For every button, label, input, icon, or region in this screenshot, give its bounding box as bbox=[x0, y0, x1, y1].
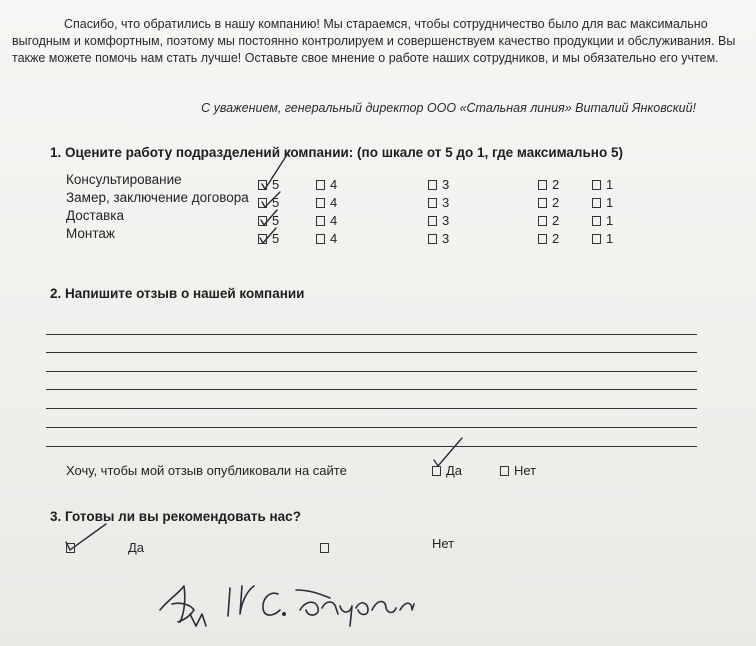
answer-line[interactable] bbox=[46, 389, 697, 390]
q1-r1-option-2[interactable]: 2 bbox=[538, 195, 559, 210]
q1-r3-option-5[interactable]: 5 bbox=[258, 231, 279, 246]
answer-line[interactable] bbox=[46, 334, 697, 335]
checkbox-icon[interactable] bbox=[538, 180, 547, 190]
q1-row-label-installation: Монтаж bbox=[66, 226, 115, 241]
q1-r2-option-2[interactable]: 2 bbox=[538, 213, 559, 228]
checkbox-icon[interactable] bbox=[428, 234, 437, 244]
checkbox-icon[interactable] bbox=[428, 180, 437, 190]
checkbox-icon[interactable] bbox=[428, 216, 437, 226]
q1-r0-option-1[interactable]: 1 bbox=[592, 177, 613, 192]
checkbox-icon[interactable] bbox=[316, 198, 325, 208]
q2-title: 2. Напишите отзыв о нашей компании bbox=[50, 286, 305, 301]
q1-r1-option-1[interactable]: 1 bbox=[592, 195, 613, 210]
answer-line[interactable] bbox=[46, 352, 697, 353]
answer-line[interactable] bbox=[46, 371, 697, 372]
checkbox-icon[interactable] bbox=[592, 216, 601, 226]
answer-line[interactable] bbox=[46, 408, 697, 409]
q1-r2-option-3[interactable]: 3 bbox=[428, 213, 449, 228]
checkbox-icon[interactable] bbox=[592, 234, 601, 244]
publish-no-option[interactable]: Нет bbox=[500, 463, 536, 478]
q1-r2-option-5[interactable]: 5 bbox=[258, 213, 279, 228]
handwritten-checkmark-icon bbox=[62, 520, 112, 556]
checkbox-icon[interactable] bbox=[316, 216, 325, 226]
q1-r2-option-4[interactable]: 4 bbox=[316, 213, 337, 228]
q1-r1-option-3[interactable]: 3 bbox=[428, 195, 449, 210]
handwritten-signature bbox=[150, 570, 450, 636]
checkbox-icon[interactable] bbox=[592, 198, 601, 208]
q1-r3-option-2[interactable]: 2 bbox=[538, 231, 559, 246]
q1-r3-option-4[interactable]: 4 bbox=[316, 231, 337, 246]
q1-r3-option-3[interactable]: 3 bbox=[428, 231, 449, 246]
answer-line[interactable] bbox=[46, 446, 697, 447]
intro-paragraph: Спасибо, что обратились в нашу компанию! Мы стараемся, чтобы сотрудничество было для вас максимально выгодным и комфортным, поэтому мы постоянно контролируем и совершенствуем качество продукции и обслуживания. Вы также можете помочь нам стать лучше! Оставьте свое мнение о работе наших сотрудников, и мы обязательно его учтем. bbox=[12, 17, 736, 65]
q1-row-label-delivery: Доставка bbox=[66, 208, 124, 223]
q1-r1-option-4[interactable]: 4 bbox=[316, 195, 337, 210]
checkbox-icon[interactable] bbox=[538, 216, 547, 226]
checkbox-icon[interactable] bbox=[500, 466, 509, 476]
checkbox-icon[interactable] bbox=[592, 180, 601, 190]
checkbox-icon[interactable] bbox=[316, 234, 325, 244]
director-regards: С уважением, генеральный директор ООО «Стальная линия» Виталий Янковский! bbox=[201, 101, 696, 115]
q1-r0-option-3[interactable]: 3 bbox=[428, 177, 449, 192]
publish-consent-label: Хочу, чтобы мой отзыв опубликовали на сайте bbox=[66, 463, 347, 478]
checkbox-icon[interactable] bbox=[320, 543, 329, 553]
q3-title: 3. Готовы ли вы рекомендовать нас? bbox=[50, 509, 301, 524]
handwritten-checkmark-icon bbox=[254, 146, 300, 254]
recommend-no-label: Нет bbox=[432, 536, 455, 551]
handwritten-checkmark-icon bbox=[428, 436, 468, 472]
q1-r0-option-5[interactable]: 5 bbox=[258, 177, 279, 192]
q1-title: 1. Оцените работу подразделений компании: (по шкале от 5 до 1, где максимально 5) bbox=[50, 145, 623, 160]
checkbox-icon[interactable] bbox=[316, 180, 325, 190]
checkbox-icon[interactable] bbox=[538, 198, 547, 208]
recommend-no-checkbox[interactable] bbox=[320, 540, 334, 555]
publish-yes-option[interactable]: Да bbox=[432, 463, 462, 478]
answer-line[interactable] bbox=[46, 427, 697, 428]
checkbox-icon[interactable] bbox=[538, 234, 547, 244]
recommend-yes-label: Да bbox=[128, 540, 145, 555]
q1-r2-option-1[interactable]: 1 bbox=[592, 213, 613, 228]
checkbox-icon[interactable] bbox=[428, 198, 437, 208]
q1-r0-option-2[interactable]: 2 bbox=[538, 177, 559, 192]
q1-row-label-consulting: Консультирование bbox=[66, 172, 182, 187]
q1-r3-option-1[interactable]: 1 bbox=[592, 231, 613, 246]
q1-row-label-measurement: Замер, заключение договора bbox=[66, 190, 249, 205]
q1-r1-option-5[interactable]: 5 bbox=[258, 195, 279, 210]
q1-r0-option-4[interactable]: 4 bbox=[316, 177, 337, 192]
